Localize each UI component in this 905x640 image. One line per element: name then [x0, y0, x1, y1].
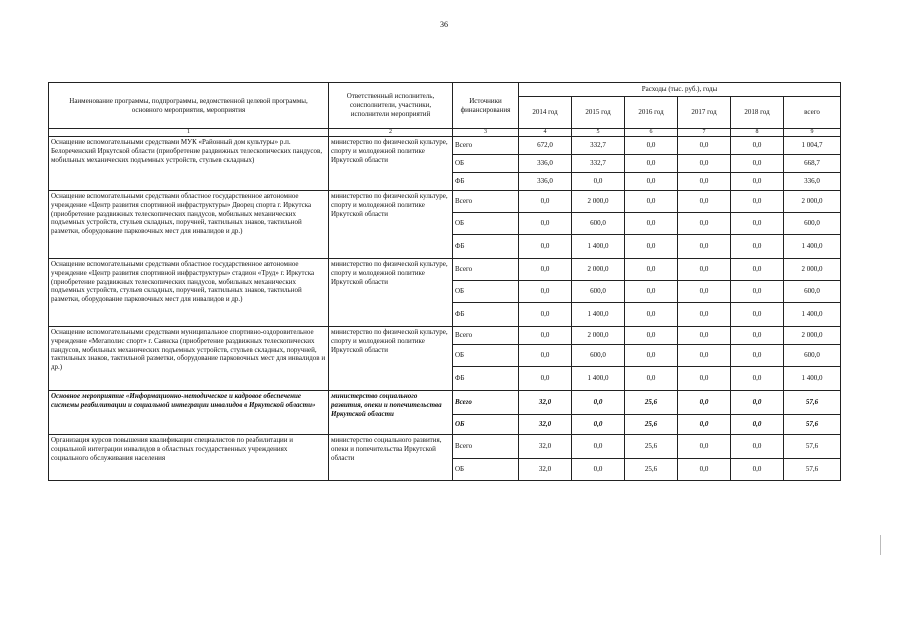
value-cell: 0,0: [519, 259, 572, 281]
total-cell: 668,7: [784, 155, 841, 173]
value-cell: 0,0: [625, 327, 678, 345]
value-cell: 25,6: [625, 435, 678, 459]
funding-source: Всего: [453, 327, 519, 345]
responsible-executor: министерство по физической культуре, спорту и молодежной политике Иркутской области: [329, 259, 453, 327]
header-year: 2017 год: [678, 97, 731, 129]
funding-source: Всего: [453, 191, 519, 213]
header-year: 2015 год: [572, 97, 625, 129]
total-cell: 2 000,0: [784, 191, 841, 213]
funding-source: ОБ: [453, 281, 519, 303]
value-cell: 0,0: [625, 137, 678, 155]
column-number: 8: [731, 129, 784, 137]
total-cell: 1 004,7: [784, 137, 841, 155]
value-cell: 0,0: [731, 345, 784, 367]
value-cell: 336,0: [519, 155, 572, 173]
column-number: 5: [572, 129, 625, 137]
total-cell: 2 000,0: [784, 259, 841, 281]
column-number: 1: [49, 129, 329, 137]
value-cell: 0,0: [625, 191, 678, 213]
funding-source: ФБ: [453, 235, 519, 259]
value-cell: 0,0: [731, 259, 784, 281]
value-cell: 0,0: [731, 191, 784, 213]
value-cell: 0,0: [678, 327, 731, 345]
column-number: 9: [784, 129, 841, 137]
value-cell: 0,0: [625, 303, 678, 327]
value-cell: 0,0: [678, 191, 731, 213]
value-cell: 0,0: [519, 281, 572, 303]
total-cell: 2 000,0: [784, 327, 841, 345]
value-cell: 0,0: [572, 435, 625, 459]
funding-source: Всего: [453, 259, 519, 281]
total-cell: 600,0: [784, 345, 841, 367]
funding-source: ФБ: [453, 367, 519, 391]
value-cell: 0,0: [625, 173, 678, 191]
value-cell: 0,0: [678, 259, 731, 281]
funding-source: ФБ: [453, 173, 519, 191]
value-cell: 1 400,0: [572, 235, 625, 259]
total-cell: 57,6: [784, 415, 841, 435]
funding-source: Всего: [453, 137, 519, 155]
value-cell: 32,0: [519, 391, 572, 415]
value-cell: 2 000,0: [572, 259, 625, 281]
value-cell: 0,0: [731, 415, 784, 435]
value-cell: 332,7: [572, 155, 625, 173]
header-year: 2018 год: [731, 97, 784, 129]
funding-source: ОБ: [453, 459, 519, 481]
header-year: 2014 год: [519, 97, 572, 129]
value-cell: 1 400,0: [572, 303, 625, 327]
value-cell: 0,0: [625, 213, 678, 235]
value-cell: 2 000,0: [572, 191, 625, 213]
header-total: всего: [784, 97, 841, 129]
value-cell: 0,0: [519, 213, 572, 235]
value-cell: 0,0: [731, 391, 784, 415]
measure-name: Оснащение вспомогательными средствами муниципальное спортивно-оздоровительное учреждение «Мегаполис спорт» г. Саянска (приобретение раздвижных телескопических пандусов, мобильных механических подъемных устройств, стульев складных, поручней, тактильных знаков, тактильной разметки, оборудование парковочных мест для инвалидов и др.): [49, 327, 329, 391]
measure-name: Оснащение вспомогательными средствами областное государственное автономное учреждение «Центр развития спортивной инфраструктуры» стадион «Труд» г. Иркутска (приобретение раздвижных телескопических пандусов, мобильных механических подъемных устройств, стульев складных, поручней, тактильных знаков, тактильной разметки, оборудование парковочных мест для инвалидов и др.): [49, 259, 329, 327]
funding-source: ОБ: [453, 155, 519, 173]
value-cell: 0,0: [678, 345, 731, 367]
value-cell: 0,0: [678, 459, 731, 481]
measure-name: Оснащение вспомогательными средствами областное государственное автономное учреждение «Центр развития спортивной инфраструктуры» Дворец спорта г. Иркутска (приобретение раздвижных телескопических пандусов, мобильных механических подъемных устройств, стульев складных, поручней, тактильных знаков, тактильной разметки, оборудование парковочных мест для инвалидов и др.): [49, 191, 329, 259]
responsible-executor: министерство социального развития, опеки и попечительства Иркутской области: [329, 435, 453, 481]
funding-source: ОБ: [453, 345, 519, 367]
value-cell: 0,0: [678, 303, 731, 327]
value-cell: 0,0: [678, 435, 731, 459]
header-source: Источники финансирования: [453, 83, 519, 129]
measure-name: Организация курсов повышения квалификации специалистов по реабилитации и социальной интеграции инвалидов в областных государственных учреждениях социального обслуживания населения: [49, 435, 329, 481]
total-cell: 336,0: [784, 173, 841, 191]
value-cell: 0,0: [731, 281, 784, 303]
value-cell: 0,0: [678, 137, 731, 155]
value-cell: 1 400,0: [572, 367, 625, 391]
value-cell: 0,0: [519, 303, 572, 327]
header-name: Наименование программы, подпрограммы, ведомственной целевой программы, основного мероприятия, мероприятия: [49, 83, 329, 129]
value-cell: 600,0: [572, 281, 625, 303]
funding-source: ОБ: [453, 415, 519, 435]
header-year: 2016 год: [625, 97, 678, 129]
responsible-executor: министерство по физической культуре, спорту и молодежной политике Иркутской области: [329, 191, 453, 259]
value-cell: 0,0: [625, 235, 678, 259]
value-cell: 0,0: [731, 367, 784, 391]
column-number: 2: [329, 129, 453, 137]
value-cell: 0,0: [625, 367, 678, 391]
column-number: 7: [678, 129, 731, 137]
funding-source: Всего: [453, 391, 519, 415]
expenses-table: [48, 82, 841, 481]
value-cell: 600,0: [572, 213, 625, 235]
value-cell: 0,0: [519, 345, 572, 367]
value-cell: 0,0: [572, 173, 625, 191]
funding-source: ФБ: [453, 303, 519, 327]
total-cell: 600,0: [784, 213, 841, 235]
value-cell: 0,0: [678, 173, 731, 191]
value-cell: 0,0: [678, 391, 731, 415]
value-cell: 332,7: [572, 137, 625, 155]
total-cell: 1 400,0: [784, 367, 841, 391]
value-cell: 32,0: [519, 435, 572, 459]
value-cell: 336,0: [519, 173, 572, 191]
total-cell: 1 400,0: [784, 303, 841, 327]
total-cell: 1 400,0: [784, 235, 841, 259]
value-cell: 2 000,0: [572, 327, 625, 345]
main-measure-name: Основное мероприятие «Информационно-методическое и кадровое обеспечение системы реабилитации и социальной интеграции инвалидов в Иркутской области»: [49, 391, 329, 435]
page-number: 36: [440, 20, 448, 29]
value-cell: 0,0: [731, 137, 784, 155]
total-cell: 57,6: [784, 459, 841, 481]
value-cell: 25,6: [625, 391, 678, 415]
value-cell: 0,0: [625, 259, 678, 281]
value-cell: 0,0: [625, 155, 678, 173]
value-cell: 0,0: [731, 173, 784, 191]
value-cell: 32,0: [519, 415, 572, 435]
value-cell: 0,0: [731, 213, 784, 235]
column-number: 4: [519, 129, 572, 137]
responsible-executor: министерство по физической культуре, спорту и молодежной политике Иркутской области: [329, 327, 453, 391]
value-cell: 25,6: [625, 459, 678, 481]
value-cell: 0,0: [731, 235, 784, 259]
value-cell: 0,0: [678, 235, 731, 259]
total-cell: 600,0: [784, 281, 841, 303]
value-cell: 0,0: [678, 281, 731, 303]
value-cell: 600,0: [572, 345, 625, 367]
value-cell: 0,0: [519, 367, 572, 391]
total-cell: 57,6: [784, 391, 841, 415]
funding-source: ОБ: [453, 213, 519, 235]
responsible-executor: министерство по физической культуре, спорту и молодежной политике Иркутской области: [329, 137, 453, 191]
value-cell: 0,0: [625, 281, 678, 303]
value-cell: 0,0: [731, 459, 784, 481]
value-cell: 0,0: [519, 235, 572, 259]
value-cell: 0,0: [731, 327, 784, 345]
value-cell: 0,0: [572, 459, 625, 481]
value-cell: 0,0: [678, 155, 731, 173]
value-cell: 0,0: [572, 415, 625, 435]
funding-source: Всего: [453, 435, 519, 459]
value-cell: 0,0: [572, 391, 625, 415]
value-cell: 0,0: [519, 327, 572, 345]
responsible-executor: министерство социального развития, опеки и попечительства Иркутской области: [329, 391, 453, 435]
value-cell: 0,0: [678, 415, 731, 435]
total-cell: 57,6: [784, 435, 841, 459]
column-number: 6: [625, 129, 678, 137]
value-cell: 0,0: [678, 213, 731, 235]
value-cell: 0,0: [731, 303, 784, 327]
value-cell: 32,0: [519, 459, 572, 481]
value-cell: 25,6: [625, 415, 678, 435]
value-cell: 0,0: [625, 345, 678, 367]
column-number: 3: [453, 129, 519, 137]
scan-margin-mark: [880, 535, 881, 555]
measure-name: Оснащение вспомогательными средствами МУК «Районный дом культуры» р.п. Белореченский Иркутской области (приобретение раздвижных телескопических пандусов, мобильных механических подъемных устройств, стульев складных): [49, 137, 329, 191]
value-cell: 0,0: [731, 155, 784, 173]
header-expenses: Расходы (тыс. руб.), годы: [519, 83, 841, 97]
header-responsible: Ответственный исполнитель, соисполнители, участники, исполнители мероприятий: [329, 83, 453, 129]
value-cell: 0,0: [519, 191, 572, 213]
value-cell: 0,0: [731, 435, 784, 459]
value-cell: 0,0: [678, 367, 731, 391]
value-cell: 672,0: [519, 137, 572, 155]
